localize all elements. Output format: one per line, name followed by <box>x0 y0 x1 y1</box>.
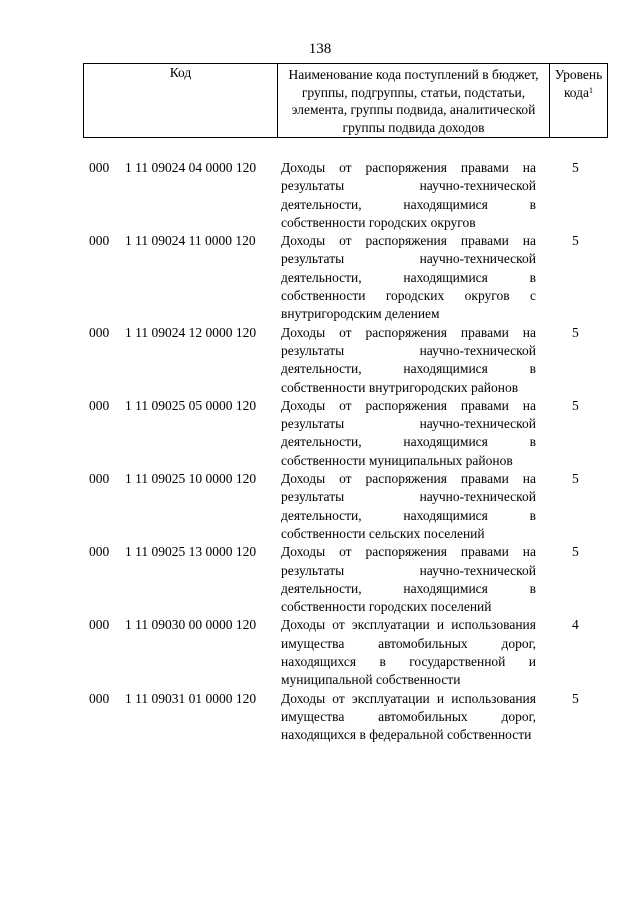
row-revenue-code: 1 11 09030 00 0000 120 <box>125 617 257 633</box>
row-name: Доходы от распоряжения правами на результаты научно-технической деятельности, находящимися в собственности сельских поселений <box>281 471 536 541</box>
header-level <box>550 64 608 138</box>
row-revenue-code: 1 11 09031 01 0000 120 <box>125 690 257 706</box>
row-revenue-code: 1 11 09025 05 0000 120 <box>125 397 257 413</box>
row-admin-code: 000 <box>89 690 110 706</box>
row-admin-code: 000 <box>89 544 110 560</box>
row-revenue-code: 1 11 09024 04 0000 120 <box>125 160 257 175</box>
table-row <box>0 616 640 689</box>
header-code: Код <box>84 64 278 138</box>
page-number: 138 <box>308 41 332 57</box>
row-name: Доходы от эксплуатации и использования имущества автомобильных дорог, находящихся в государственной и муниципальной собственности <box>281 617 536 688</box>
row-revenue-code: 1 11 09025 10 0000 120 <box>125 471 257 487</box>
row-admin-code: 000 <box>89 471 110 487</box>
table-row <box>0 470 640 543</box>
table-row <box>0 690 640 745</box>
table-header <box>83 63 608 138</box>
header-level-label: Уровень кода <box>554 67 603 100</box>
row-name: Доходы от распоряжения правами на результаты научно-технической деятельности, находящимися в собственности муниципальных районов <box>281 397 536 468</box>
table-row <box>0 232 640 323</box>
table-row <box>0 159 640 232</box>
row-level: 5 <box>572 690 579 706</box>
row-name: Доходы от распоряжения правами на результаты научно-технической деятельности, находящимися в собственности городских округов <box>281 160 536 230</box>
table-row <box>0 543 640 616</box>
row-level: 5 <box>572 233 579 249</box>
row-admin-code: 000 <box>89 617 110 633</box>
row-level: 4 <box>572 617 579 633</box>
header-level-footnote: 1 <box>589 85 594 95</box>
row-admin-code: 000 <box>89 324 110 340</box>
row-admin-code: 000 <box>89 397 110 413</box>
row-name: Доходы от распоряжения правами на результаты научно-технической деятельности, находящимися в собственности внутригородских районов <box>281 324 536 395</box>
row-revenue-code: 1 11 09024 12 0000 120 <box>125 324 257 340</box>
row-level: 5 <box>572 471 579 487</box>
row-name: Доходы от распоряжения правами на результаты научно-технической деятельности, находящимися в собственности городских округов с внутригородским делением <box>281 233 536 322</box>
row-revenue-code: 1 11 09025 13 0000 120 <box>125 544 257 560</box>
row-admin-code: 000 <box>89 233 110 249</box>
row-admin-code: 000 <box>89 160 110 175</box>
row-level: 5 <box>572 324 579 340</box>
header-name: Наименование кода поступлений в бюджет, группы, подгруппы, статьи, подстатьи, элемента, группы подвида, аналитической группы подвида доходов <box>278 64 550 138</box>
row-level: 5 <box>572 544 579 560</box>
row-name: Доходы от распоряжения правами на результаты научно-технической деятельности, находящимися в собственности городских поселений <box>281 544 536 615</box>
row-level: 5 <box>572 397 579 413</box>
row-revenue-code: 1 11 09024 11 0000 120 <box>125 233 256 249</box>
table-row <box>0 397 640 470</box>
table-row <box>0 324 640 397</box>
row-name: Доходы от эксплуатации и использования имущества автомобильных дорог, находящихся в федеральной собственности <box>281 690 536 743</box>
row-level: 5 <box>572 160 579 175</box>
table-body <box>0 159 640 745</box>
